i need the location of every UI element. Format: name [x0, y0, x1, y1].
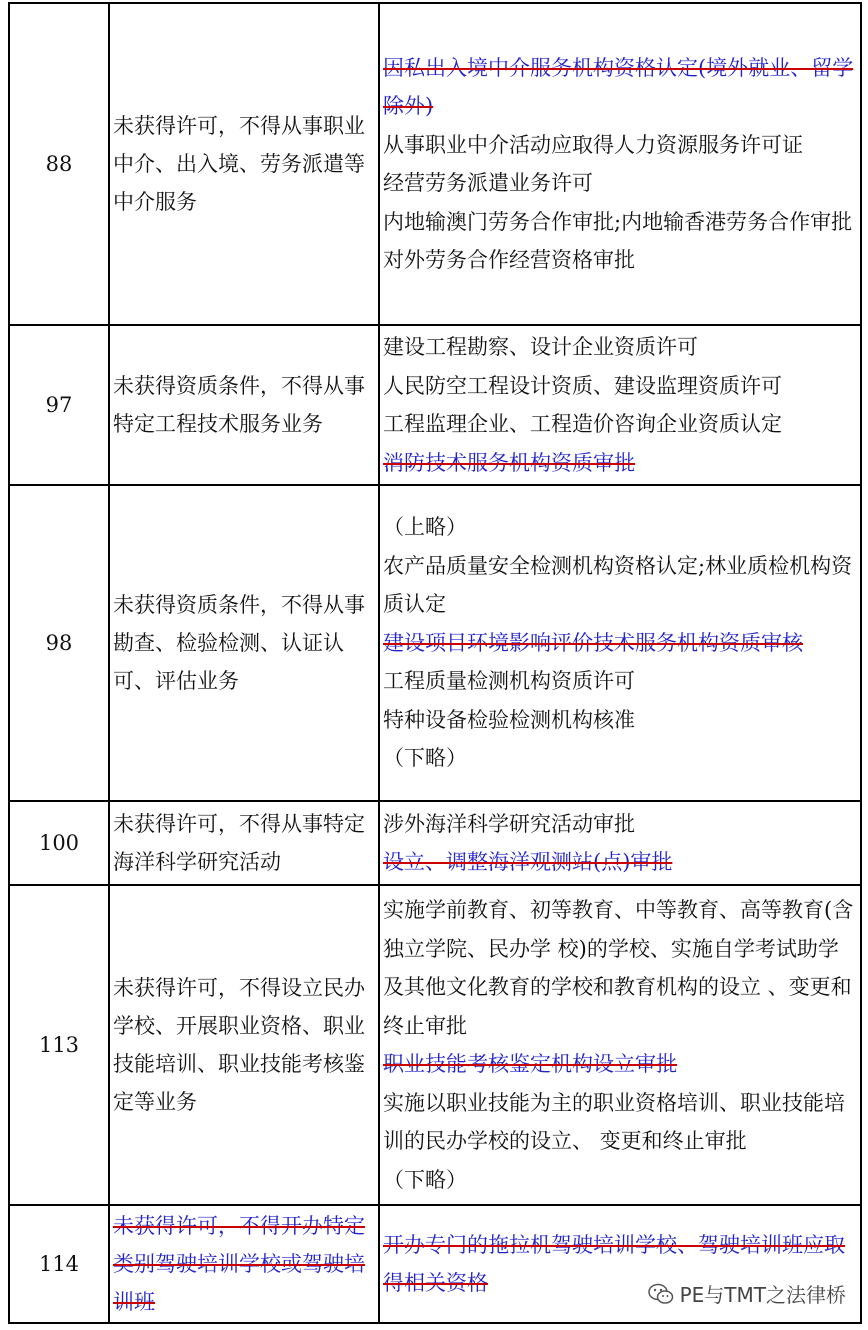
permit-item: 建设工程勘察、设计企业资质许可 [383, 335, 698, 359]
table-row [9, 801, 861, 885]
deleted-permit-item: 消防技术服务机构资质审批 [383, 450, 635, 475]
watermark [648, 1279, 846, 1308]
permit-item: 实施以职业技能为主的职业资格培训、职业技能培训的民办学校的设立、 变更和终止审批 [383, 1090, 845, 1153]
deleted-permit-item: 职业技能考核鉴定机构设立审批 [383, 1052, 677, 1076]
row-number: 114 [9, 1205, 109, 1323]
condition-text: 未获得许可，不得从事特定海洋科学研究活动 [113, 812, 365, 874]
watermark-text: PE与TMT之法律桥 [679, 1283, 846, 1307]
permit-items [379, 3, 861, 325]
wechat-icon [648, 1283, 674, 1305]
restriction-condition [109, 325, 379, 485]
permit-item: 实施学前教育、初等教育、中等教育、高等教育(含独立学院、民办学 校)的学校、实施自学考试助学及其他文化教育的学校和教育机构的设立 、变更和终止审批 [383, 898, 854, 1038]
row-number: 113 [9, 885, 109, 1205]
table-row [9, 3, 861, 325]
condition-text: 未获得许可，不得开办特定类别驾驶培训学校或驾驶培训班 [113, 1214, 365, 1314]
permit-item: （下略） [383, 746, 467, 771]
table-body [9, 3, 861, 1323]
restriction-condition [109, 801, 379, 885]
condition-text: 未获得资质条件，不得从事特定工程技术服务业务 [113, 374, 365, 436]
permit-items [379, 485, 861, 801]
permit-item: 内地输澳门劳务合作审批;内地输香港劳务合作审批 [383, 209, 853, 234]
condition-text: 未获得资质条件，不得从事勘查、检验检测、认证认可、评估业务 [113, 593, 365, 693]
restriction-condition [109, 1205, 379, 1323]
permit-items [379, 801, 861, 885]
permit-item: 工程质量检测机构资质许可 [383, 669, 635, 694]
row-number: 100 [9, 801, 109, 885]
row-number: 97 [9, 325, 109, 485]
row-number: 98 [9, 485, 109, 801]
permit-item: 涉外海洋科学研究活动审批 [383, 811, 635, 836]
permit-items [379, 325, 861, 485]
table-row [9, 325, 861, 485]
permit-item: （下略） [383, 1167, 467, 1192]
table-row [9, 885, 861, 1205]
row-number: 88 [9, 3, 109, 325]
deleted-permit-item: 因私出入境中介服务机构资格认定(境外就业、留学除外) [383, 55, 854, 118]
table-row [9, 485, 861, 801]
deleted-permit-item: 设立、调整海洋观测站(点)审批 [383, 850, 673, 874]
permit-item: （上略） [383, 515, 467, 540]
condition-text: 未获得许可，不得设立民办学校、开展职业资格、职业技能培训、职业技能考核鉴定等业务 [113, 976, 365, 1114]
restriction-condition [109, 885, 379, 1205]
permit-item: 农产品质量安全检测机构资格认定;林业质检机构资质认定 [383, 553, 853, 617]
deleted-permit-item: 建设项目环境影响评价技术服务机构资质审核 [383, 630, 803, 655]
permit-item: 对外劳务合作经营资格审批 [383, 248, 635, 272]
deleted-permit-item: 开办专门的拖拉机驾驶培训学校、驾驶培训班应取得相关资格 [383, 1232, 845, 1295]
permit-items [379, 885, 861, 1205]
permit-item: 特种设备检验检测机构核准 [383, 707, 635, 732]
restriction-condition [109, 485, 379, 801]
condition-text: 未获得许可，不得从事职业中介、出入境、劳务派遣等中介服务 [113, 114, 365, 214]
permit-item: 经营劳务派遣业务许可 [383, 171, 593, 195]
permit-item: 从事职业中介活动应取得人力资源服务许可证 [383, 132, 803, 157]
license-table [8, 2, 862, 1324]
restriction-condition [109, 3, 379, 325]
permit-item: 工程监理企业、工程造价咨询企业资质认定 [383, 412, 782, 436]
permit-item: 人民防空工程设计资质、建设监理资质许可 [383, 373, 782, 398]
